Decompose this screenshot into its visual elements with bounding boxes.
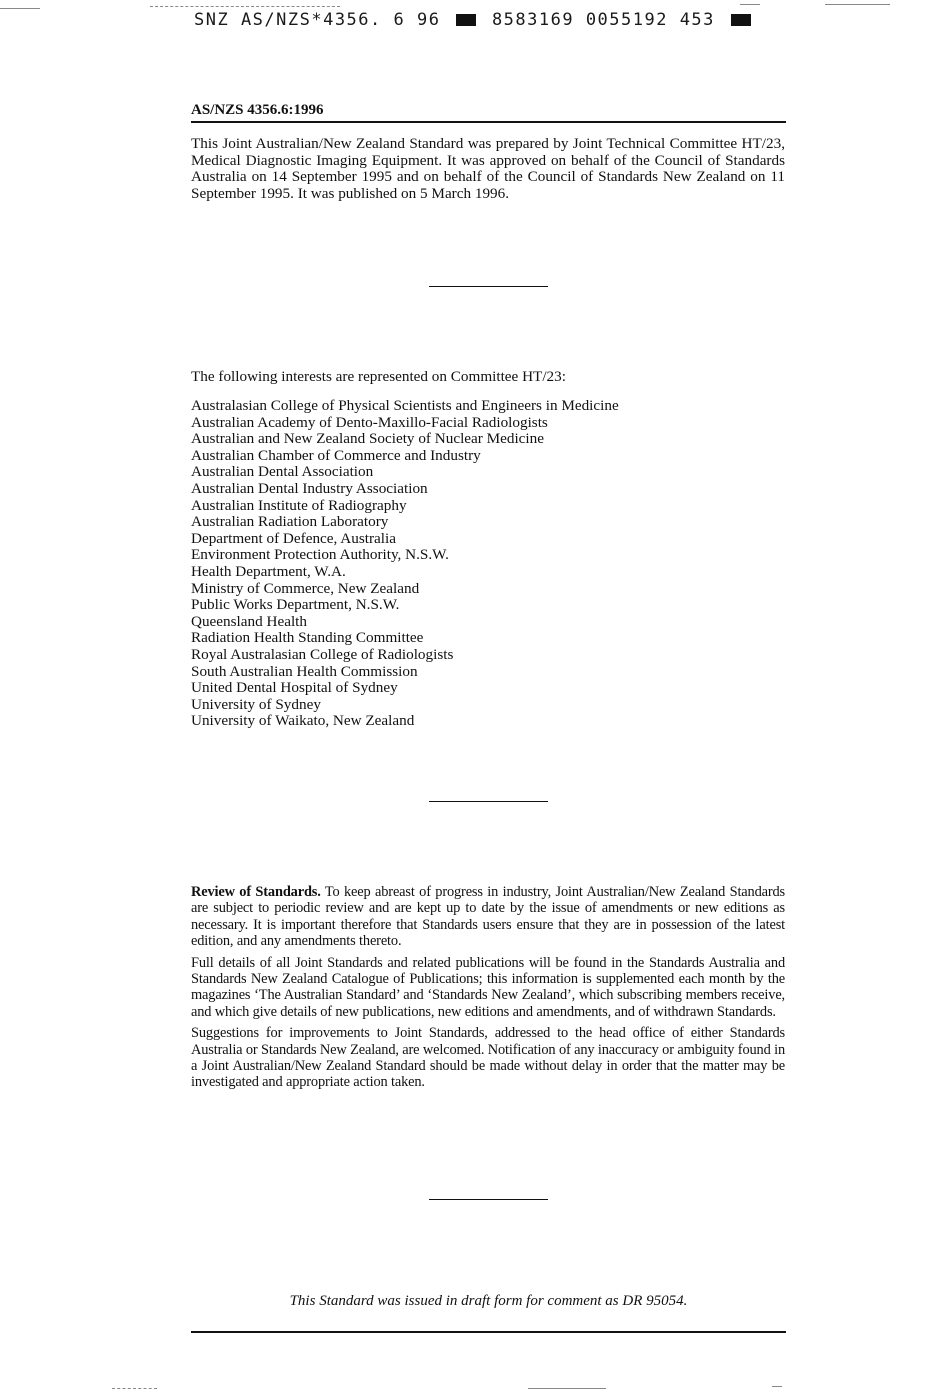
committee-member: Australian Radiation Laboratory (191, 513, 389, 531)
review-paragraph: Full details of all Joint Standards and related publications will be found in the Standards Australia and Standards New Zealand Catalogue of Publications; this information is supplemented each month by the magazines ‘The Australian Standard’ and ‘Standards New Zealand’, which subscribing members receive, and which give details of new publications, new editions and amendments, and of withdrawn Standards. (191, 954, 785, 1020)
committee-member: Public Works Department, N.S.W. (191, 596, 400, 614)
scan-mark (112, 1388, 157, 1389)
scan-mark (528, 1388, 606, 1389)
committee-member: Australian Academy of Dento-Maxillo-Facial Radiologists (191, 413, 548, 431)
scan-header-code (194, 10, 755, 30)
committee-member-list (191, 398, 619, 730)
committee-member: Department of Defence, Australia (191, 529, 396, 547)
section-divider (429, 286, 548, 287)
section-divider (429, 801, 548, 802)
header-code-mid: 8583169 0055192 453 (491, 10, 715, 30)
committee-member: Environment Protection Authority, N.S.W. (191, 546, 449, 564)
committee-member: Australian Dental Industry Association (191, 479, 428, 497)
committee-member: Australian Institute of Radiography (191, 496, 407, 514)
review-paragraph: Suggestions for improvements to Joint Standards, addressed to the head office of either Standards Australia or Standards New Zealand, are welcomed. Notification of any inaccuracy or ambiguity found in a Joint Australian/New Zealand Standard should be made without delay in order that the matter may be investigated and appropriate action taken. (191, 1025, 785, 1091)
committee-member: Australian Chamber of Commerce and Industry (191, 446, 481, 464)
redaction-block (731, 14, 751, 26)
committee-member: University of Sydney (191, 695, 321, 713)
redaction-block (456, 14, 476, 26)
bottom-rule (191, 1331, 786, 1333)
committee-member: Australian Dental Association (191, 463, 374, 481)
scan-mark (0, 8, 40, 9)
committee-member: Health Department, W.A. (191, 562, 346, 580)
committee-intro: The following interests are represented on Committee HT/23: (191, 368, 566, 385)
intro-paragraph: This Joint Australian/New Zealand Standard was prepared by Joint Technical Committee HT/23, Medical Diagnostic Imaging Equipment. It was approved on behalf of the Council of Standards Australia on 14 September 1995 and on behalf of the Council of Standards New Zealand on 11 September 1995. It was published on 5 March 1996. (191, 135, 785, 202)
review-lead: Review of Standards. (191, 884, 321, 900)
committee-member: Australasian College of Physical Scientists and Engineers in Medicine (191, 397, 619, 414)
committee-member: Queensland Health (191, 612, 307, 630)
committee-member: Australian and New Zealand Society of Nuclear Medicine (191, 430, 544, 448)
scan-mark (740, 4, 760, 5)
scan-mark (825, 4, 890, 5)
review-section (191, 884, 785, 1096)
committee-member: University of Waikato, New Zealand (191, 712, 415, 730)
committee-member: Ministry of Commerce, New Zealand (191, 579, 420, 597)
header-code-prefix: SNZ AS/NZS*4356. 6 96 (194, 10, 441, 30)
draft-note: This Standard was issued in draft form for comment as DR 95054. (289, 1293, 688, 1309)
review-paragraph (191, 884, 785, 950)
committee-member: Royal Australasian College of Radiologists (191, 645, 454, 663)
review-text: To keep abreast of progress in industry, Joint Australian/New Zealand Standards are subject to periodic review and are kept up to date by the issue of amendments or new editions as necessary. It is important therefore that Standards users ensure that they are in possession of the latest edition, and any amendments thereto. (191, 884, 786, 950)
committee-member: South Australian Health Commission (191, 662, 418, 680)
section-divider (429, 1199, 548, 1200)
committee-member: Radiation Health Standing Committee (191, 629, 424, 647)
scan-mark (150, 6, 340, 7)
committee-member: United Dental Hospital of Sydney (191, 679, 398, 697)
scan-mark (772, 1386, 782, 1387)
standard-designation: AS/NZS 4356.6:1996 (191, 102, 786, 123)
